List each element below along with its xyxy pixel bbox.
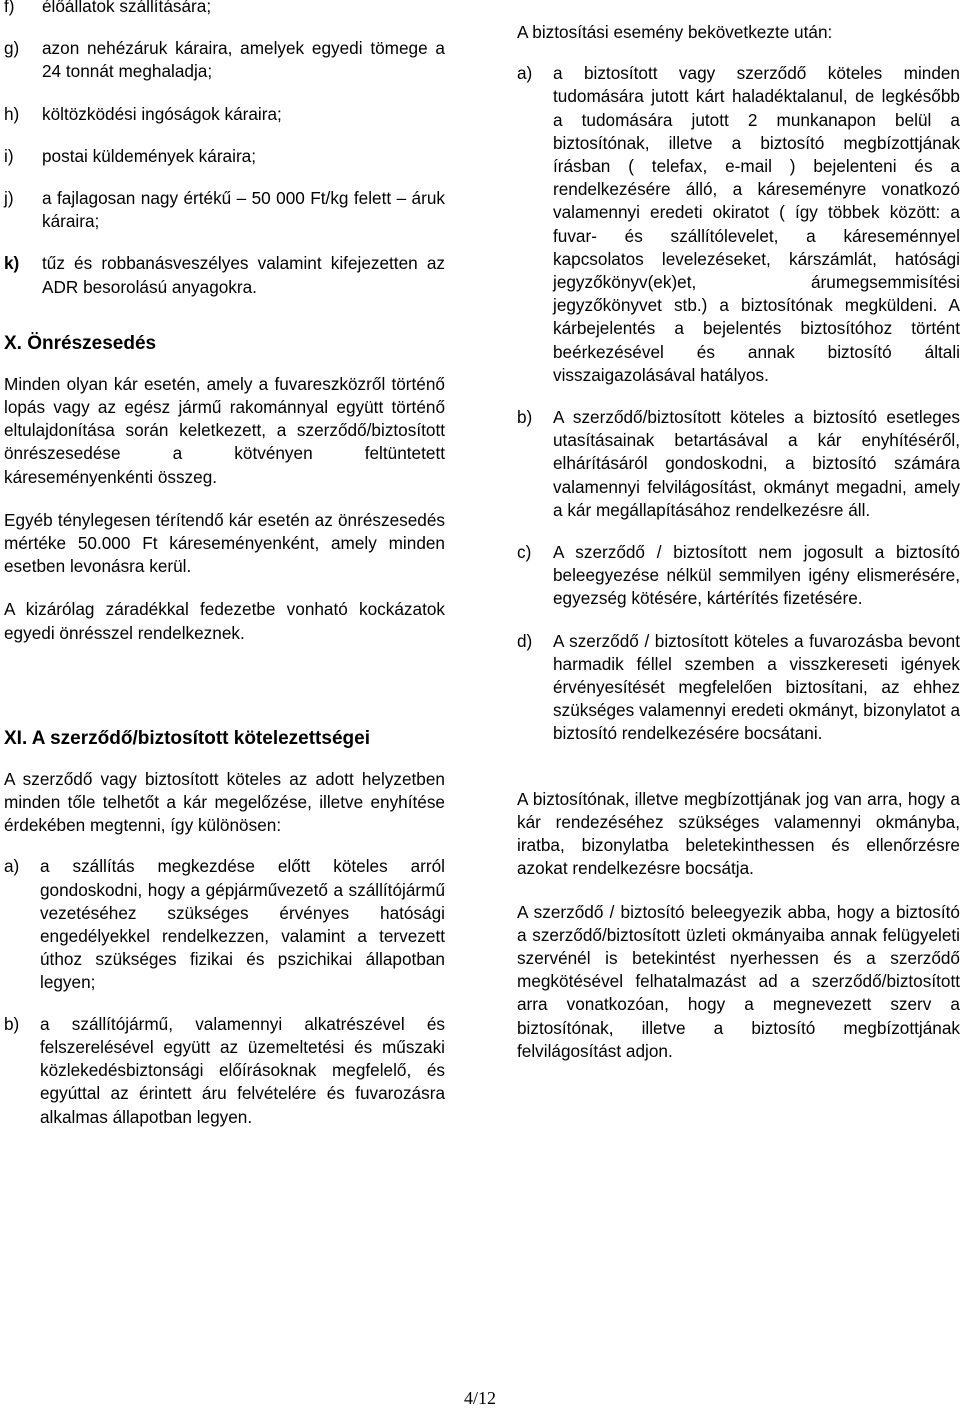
section-x-paragraph: Egyéb ténylegesen térítendő kár esetén az önrészesedés mértéke 50.000 Ft káreseményenként, amely minden esetben levonásra kerül.	[4, 509, 445, 577]
section-xi-intro: A szerződő vagy biztosított köteles az adott helyzetben minden tőle telhetőt a kár megelőzése, illetve enyhítése érdekében megtenni, így különösen:	[4, 768, 445, 836]
list-text: A szerződő / biztosított nem jogosult a biztosító beleegyezése nélkül semmilyen igény elismerésére, egyezség kötésére, kártérítés fizetésére.	[553, 542, 960, 609]
list-text: élőállatok szállítására;	[42, 0, 212, 16]
list-item	[517, 406, 960, 522]
list-text: a szállítás megkezdése előtt köteles arról gondoskodni, hogy a gépjárművezető a szállítójármű vezetéséhez szükséges érvényes hatósági engedélyekkel rendelkezzen, valamint a tervezett úthoz szükséges fizikai és pszichikai állapotban legyen;	[40, 856, 445, 993]
obligations-intro: A biztosítási esemény bekövetkezte után:	[517, 22, 833, 42]
list-item	[517, 630, 960, 746]
list-marker: c)	[517, 542, 532, 563]
list-text: A szerződő/biztosított köteles a biztosító esetleges utasításainak betartásával a kár enyhítéséről, elhárításáról gondoskodni, a biztosító számára valamennyi felvilágosítást, okmányt megadni, amely a kár megállapításához rendelkezésre áll.	[553, 407, 960, 520]
list-marker: a)	[517, 63, 533, 84]
list-text: tűz és robbanásveszélyes valamint kifejezetten az ADR besorolású anyagokra.	[42, 253, 445, 297]
list-item	[4, 103, 445, 126]
list-item	[517, 541, 960, 611]
list-text: A szerződő / biztosított köteles a fuvarozásba bevont harmadik féllel szemben a visszkereseti igények érvényesítését megfelelően biztosítani, az ehhez szükséges valamennyi eredeti okmányt, bizonylatot a biztosító rendelkezésére bocsátani.	[553, 630, 960, 744]
list-item	[4, 187, 445, 233]
list-marker: j)	[4, 188, 14, 209]
list-marker: a)	[4, 856, 20, 877]
list-marker: k)	[4, 253, 20, 274]
section-x-paragraph: Minden olyan kár esetén, amely a fuvareszközről történő lopás vagy az egész jármű rakománnyal együtt történő eltulajdonítása során keletkezett, a szerződő/biztosított önrészesedése a kötvényen feltüntetett káreseményenkénti összeg.	[4, 373, 445, 487]
list-text: a szállítójármű, valamennyi alkatrészével és felszerelésével együtt az üzemeltetési és műszaki közlekedésbiztonsági előírásoknak megfelelő, és egyúttal az érintett áru felvételére és fuvarozásra alkalmas állapotban legyen.	[40, 1013, 445, 1127]
list-text: költözködési ingóságok káraira;	[42, 103, 282, 124]
list-text: postai küldemények káraira;	[42, 145, 256, 166]
right-column	[517, 0, 960, 1063]
consent-paragraph: A szerződő / biztosító beleegyezik abba, hogy a biztosító a szerződő/biztosított üzleti okmányaiba annak felügyeleti szervénél is betekintést nyerhessen és a szerződő megkötésével felhatalmazást ad a szerződő/biztosított arra vonatkozóan, hogy a megnevezett szerv a biztosítónak, illetve a biztosító megbízottjának felvilágosítást adjon.	[517, 901, 960, 1061]
list-marker: b)	[517, 407, 533, 428]
list-text: a fajlagosan nagy értékű – 50 000 Ft/kg felett – áruk káraira;	[42, 188, 445, 232]
list-item	[517, 62, 960, 387]
list-item	[4, 37, 445, 83]
list-text: azon nehézáruk káraira, amelyek egyedi tömege a 24 tonnát meghaladja;	[42, 38, 445, 82]
section-x-paragraph: A kizárólag záradékkal fedezetbe vonható kockázatok egyedi önrésszel rendelkeznek.	[4, 599, 445, 643]
section-xi-title: XI. A szerződő/biztosított kötelezettségei	[4, 727, 370, 749]
list-item	[4, 855, 445, 994]
list-item	[4, 1013, 445, 1129]
list-marker: g)	[4, 38, 20, 59]
exclusions-list-continued	[4, 0, 445, 299]
page-number: 4/12	[463, 1388, 496, 1408]
list-marker: f)	[4, 0, 15, 16]
left-column	[4, 0, 445, 1129]
list-item	[4, 252, 445, 298]
list-marker: h)	[4, 103, 20, 124]
list-item	[4, 0, 445, 18]
list-marker: d)	[517, 630, 533, 651]
section-x-title: X. Önrészesedés	[4, 332, 157, 354]
list-marker: b)	[4, 1013, 20, 1034]
list-text: a biztosított vagy szerződő köteles minden tudomására jutott kárt haladéktalanul, de legkésőbb a tudomására jutott 2 munkanapon belül a biztosítónak, illetve a biztosító megbízottjának írásban ( telefax, e-mail ) bejelenteni és a rendelkezésére álló, a káreseményre vonatkozó valamennyi eredeti okiratot ( így többek között: a fuvar- és szállítólevelet, a káreseménnyel kapcsolatos levelezéseket, kárszámlát, hatósági jegyzőkönyv(ek)et, árumegsemmisítési jegyzőkönyvet stb.) a biztosítónak megküldeni. A kárbejelentés a bejelentés biztosítóhoz történt beérkezésével és annak biztosító általi visszaigazolásával hatályos.	[553, 63, 960, 385]
list-item	[4, 145, 445, 168]
rights-paragraph: A biztosítónak, illetve megbízottjának jog van arra, hogy a kár rendezéséhez szükséges valamennyi okmányba, iratba, bizonylatba beletekinthessen és ellenőrzésre azokat rendelkezésre bocsátja.	[517, 788, 960, 879]
list-marker: i)	[4, 145, 14, 166]
